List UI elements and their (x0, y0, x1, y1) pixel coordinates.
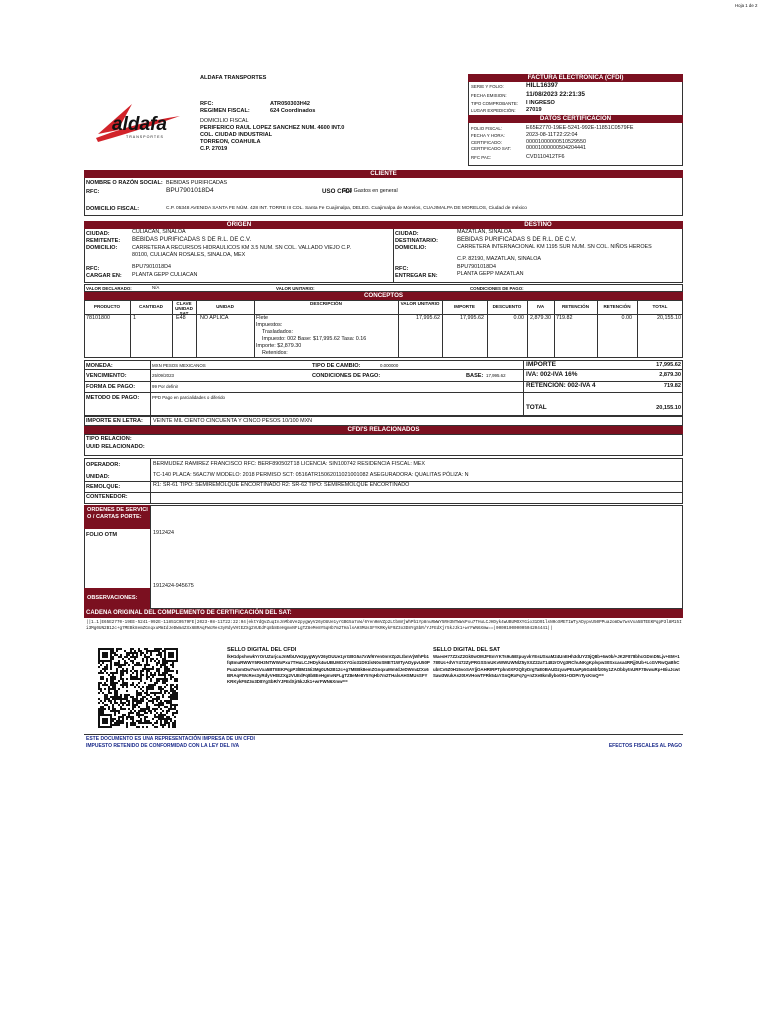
remolque-value: R1: SR-61 TIPO: SEMIREMOLQUE ENCORTINADO R2: SR-62 TIPO: SEMIREMOLQUE ENCORTINADO (153, 482, 410, 488)
valor-unitario-label: VALOR UNITARIO: (276, 286, 315, 291)
destino-destinatario-label: DESTINATARIO: (395, 238, 438, 244)
origen-title: ORIGEN (84, 221, 394, 229)
conceptos-header: RETENCIÓN (603, 304, 631, 309)
relacionados-title: CFDI'S RELACIONADOS (84, 426, 683, 434)
fecha-hora-label: FECHA Y HORA: (471, 133, 505, 138)
svg-text:TRANSPORTES: TRANSPORTES (126, 135, 164, 139)
factura-title: FACTURA ELECTRONICA (CFDI) (468, 74, 683, 82)
serie-label: SERIE Y FOLIO: (471, 84, 504, 89)
contenedor-label: CONTENEDOR: (86, 494, 128, 500)
fecha-hora-value: 2023-08-11T22:22:04 (526, 132, 578, 138)
company-name: ALDAFA TRANSPORTES (200, 75, 267, 81)
ordenes-box (84, 505, 683, 609)
iva-label: IVA: 002-IVA 16% (526, 371, 578, 378)
cliente-nombre-label: NOMBRE O RAZÓN SOCIAL: (86, 180, 163, 186)
importe-label: IMPORTE (526, 361, 557, 368)
uso-cfdi-label: USO CFDI (322, 188, 352, 195)
rfc-pac-label: RFC PAC: (471, 155, 492, 160)
origen-domicilio-label: DOMICILIO: (86, 245, 118, 251)
forma-pago-value: 99 Por definir (152, 384, 179, 389)
folio-otm-label: FOLIO OTM (86, 532, 118, 538)
certificado-value: 00001000000510529550 (526, 139, 586, 145)
origen-remitente: BEBIDAS PURIFICADAS S DE R.L. DE C.V. (132, 237, 252, 243)
destino-entregar-label: ENTREGAR EN: (395, 273, 438, 279)
tipo-label: TIPO COMPROBANTE: (471, 101, 519, 106)
metodo-pago-value: PPD Pago en parcialidades o diferido (152, 395, 225, 400)
origen-rfc: BPU7901018D4 (132, 264, 171, 270)
conceptos-header: VALOR UNITARIO (400, 301, 440, 306)
retencion-value: 719.82 (663, 383, 681, 389)
observaciones-label: OBSERVACIONES: (87, 595, 138, 601)
vencimiento-value: 25/09/2023 (152, 373, 174, 378)
row-valor-unitario: 17,995.62 (416, 315, 440, 321)
origen-rfc-label: RFC: (86, 266, 100, 272)
valor-declarado-label: VALOR DECLARADO: (86, 286, 132, 291)
destino-ciudad-label: CIUDAD: (395, 231, 419, 237)
row-desc-6: Retenidos: (262, 350, 288, 356)
cliente-nombre: BEBIDAS PURIFICADAS (166, 180, 228, 186)
conceptos-col-divider (398, 300, 399, 358)
conceptos-header: CLAVE UNIDAD SAT (175, 301, 193, 316)
row-iva: 2,879.30 (530, 315, 551, 321)
total-label: TOTAL (526, 404, 547, 411)
importe-letra-value: VEINTE MIL CIENTO CINCUENTA Y CINCO PESOS 10/100 MXN (153, 418, 313, 424)
total-value: 20,155.10 (656, 405, 681, 411)
fecha-value: 11/08/2023 22:21:35 (526, 91, 585, 98)
company-address-2: COL. CIUDAD INDUSTRIAL (200, 132, 273, 138)
footer-left-2: IMPUESTO RETENIDO DE CONFORMIDAD CON LA LEY DEL IVA (86, 743, 240, 749)
origen-domicilio-2: 80100, CULIACÁN ROSALES, SINALOA, MEX (132, 252, 246, 258)
company-logo (92, 100, 184, 148)
destino-rfc: BPU7901018D4 (457, 264, 496, 270)
company-address-3: TORREON, COAHUILA (200, 139, 261, 145)
cliente-rfc: BPU7901018D4 (166, 187, 214, 194)
destino-domicilio-2: C.P. 82190, MAZATLAN, SINALOA (457, 256, 541, 262)
unidad-value: TC-140 PLACA: 56AC7W MODELO: 2018 PERMISO SCT: 0516ATR15062011021001082 ASEGURADORA: QUALITAS PÓLIZA: N (153, 472, 469, 478)
operador-value: BERMUDEZ RAMIREZ FRANCISCO RFC: BERF890502T18 LICENCIA: SIN100742 RESIDENCIA FISCAL: MEX (153, 461, 426, 467)
company-address-1: PERIFERICO RAUL LOPEZ SANCHEZ NUM. 4600 INT.0 (200, 125, 345, 131)
folio-otm-value: 1912424 (153, 530, 174, 536)
moneda-value: MXN PESOS MEXICANOS (152, 363, 206, 368)
destino-destinatario: BEBIDAS PURIFICADAS S DE R.L. DE C.V. (457, 237, 577, 243)
sello-sat-title: SELLO DIGITAL DEL SAT (433, 647, 501, 653)
row-desc-3: Trasladados: (262, 329, 293, 335)
company-regimen: 624 Coordinados (270, 108, 316, 114)
company-rfc: ATR050303H42 (270, 101, 311, 107)
origen-cargar-label: CARGAR EN: (86, 273, 122, 279)
folio-fiscal-value: E65E2770-19EE-5241-992E-11851C0579FE (526, 125, 634, 131)
tipo-value: I INGRESO (526, 100, 555, 106)
uso-cfdi-value: G03 Gastos en general (342, 188, 398, 194)
serie-value: HILL16397 (526, 82, 558, 89)
conceptos-header: RETENCIÓN (561, 304, 590, 309)
row-desc-2: Impuestos: (256, 322, 283, 328)
folio-fiscal-label: FOLIO FISCAL: (471, 126, 502, 131)
destino-ciudad: MAZATLAN, SINALOA (457, 229, 512, 235)
cadena-title: CADENA ORIGINAL DEL COMPLEMENTO DE CERTIFICACIÓN DEL SAT: (86, 610, 292, 616)
vencimiento-label: VENCIMIENTO: (86, 373, 127, 379)
destino-domicilio-1: CARRETERA INTERNACIONAL KM 1195 SUR NUM. SN COL. NIÑOS HEROES (457, 244, 652, 250)
cliente-title: CLIENTE (84, 170, 683, 178)
row-cantidad: 1 (133, 315, 136, 321)
sello-sat-text: WaesH77Z2xZ2Gk0wOMJFEmYKTs9u5EtpuyvkYEsUSsaM24UnEHh3dUYZ0jQ8b+6w0b/+JK2F878bhcGDmD5Ljv+EM+1780Uc+dVrY472ZyPRGSSmUKvWWUWNlZ5yXXZ22aT1482rOVg3RChuNKgKplvpw30Sxcasa4RRjj0Ub+LcGVRwQaBhCubICv5Z0H15voSAY|jOAHRIRPTphn0XF2QltyDrgTaE0BAUDzyavPEUaPp5G46bfz05y1ZAObbytnURF78vwuRp+BiuJcwtSaw3WukAs20tAVHowTFRk54aYSnQRxFq7g+nZXe8kmllybo091+DDPnTycKIoQ== (433, 654, 680, 678)
origen-ciudad: CULIACAN, SINALOA (132, 229, 186, 235)
company-address-4: C.P. 27019 (200, 146, 228, 152)
company-domicilio-label: DOMICILIO FISCAL (200, 118, 249, 124)
destino-title: DESTINO (393, 221, 683, 229)
cadena-text: ||1.1|E65E2770-19EE-5241-992E-11851C0579FE|2023-08-11T22:22:04|ektYdQvZuqInJnMbUVe2pygWyV26yDUUe1yrGBG5a7xW/6Yen0mVZp2LtbmVjWhPb1Yp8nuRWWY5RH3NTWWxPxu7THuLCJHDyk4wUBUMOXYGio31D91lsN0oSMET1WTyADypvU50PPua2omDw7wsVxa5BTEEKPqpP3l8M15Ii3Mg0UN2B12c+g7MEBk8emZGnqxuMmIdJeDWm4ZXx6BRAqFWcRes3yRdyVHtEZXg2VUEdFq8b8EeHgmvNFLgTZ8eMe8Y5qHb7m2THalsAHSMUsSFYKRKykF9Z3o3D8YgSbR/YJFEdXjr5kJJk1+wrFWN6Xmw==|00001000000504204441|| (86, 620, 682, 632)
destino-entregar: PLANTA GEPP MAZATLAN (457, 271, 524, 277)
importe-value: 17,995.62 (656, 362, 681, 368)
origen-ciudad-label: CIUDAD: (86, 231, 110, 237)
page-label: Hoja 1 de 2 (735, 3, 758, 8)
row-desc-5: Importe: $2,879.30 (256, 343, 302, 349)
destino-domicilio-label: DOMICILIO: (395, 245, 427, 251)
lugar-label: LUGAR EXPEDICIÓN: (471, 108, 516, 113)
uuid-relacionado-label: UUID RELACIONADO: (86, 444, 145, 450)
cert-sat-value: 00001000000504204441 (526, 145, 586, 151)
remolque-label: REMOLQUE: (86, 484, 121, 490)
sello-cfdi-text: lkH1dpshvwkYrOrUZurjcuJnMbUVe2pygWyV26yDUUe1yrGBG5a7xW/6Yen0mVZp2LtbmVjWhPb1fq8muRWWY5RH3NTWWxPxu7THuLCJHDyk4wUBUMOXYGio31D91lsN0oSMET1WTyADypvU50PPua2omDw7wsVxa5BTEEKPqpP3l8M15Ii3Mg0UN2B12c+g7MEBk8emZGnqxuMmIdJeDWm4ZXx6BRAqFWcRes3yRdyVHtEZXg2VUEdFq8b8EeHgmvNFLgTZ8eMe8Y5YqHb7m2THalsAHSMUsSFYKRKykF9Z3o3D8YgSbR/YJFEdXjr5kJJk1+wrFWN6Xmw== (227, 654, 430, 685)
footer-left-1: ESTE DOCUMENTO ES UNA REPRESENTACIÓN IMPRESA DE UN CFDI (86, 736, 255, 742)
destino-rfc-label: RFC: (395, 266, 409, 272)
forma-pago-label: FORMA DE PAGO: (86, 384, 136, 390)
conceptos-header: DESCRIPCIÓN (310, 301, 342, 306)
base-value: 17,995.62 (486, 373, 506, 378)
lugar-value: 27019 (526, 107, 542, 113)
row-producto: 78101800 (86, 315, 110, 321)
conceptos-header: IMPORTE (454, 304, 475, 309)
tipo-relacion-label: TIPO RELACION: (86, 436, 132, 442)
condiciones-pago-label: CONDICIONES DE PAGO: (312, 373, 381, 379)
company-rfc-label: RFC: (200, 101, 214, 107)
conceptos-header: TOTAL (652, 304, 668, 309)
operador-label: OPERADOR: (86, 462, 121, 468)
base-label: BASE: (466, 373, 484, 379)
row-importe: 17,995.62 (460, 315, 484, 321)
metodo-pago-label: METODO DE PAGO: (86, 395, 140, 401)
qr-code-icon (88, 648, 188, 728)
svg-text:aldafa: aldafa (112, 114, 167, 135)
row-retencion-2: 0.00 (621, 315, 632, 321)
row-desc-1: Flete (256, 315, 268, 321)
row-retencion-1: 719.82 (556, 315, 573, 321)
folio-otm-value-2: 1912424-945675 (153, 583, 194, 589)
conceptos-header: UNIDAD (216, 304, 234, 309)
row-unidad: NO APLICA (200, 315, 229, 321)
conceptos-header: CANTIDAD (139, 304, 163, 309)
row-total: 20,155.10 (657, 315, 681, 321)
certificado-label: CERTIFICADO: (471, 140, 502, 145)
iva-value: 2,879.30 (659, 372, 681, 378)
row-desc-4: Impuesto: 002 Base: $17,995.62 Tasa: 0.16 (262, 336, 367, 342)
logo-swoosh-icon (92, 100, 184, 148)
sello-cfdi-title: SELLO DIGITAL DEL CFDI (227, 647, 297, 653)
conceptos-header: PRODUCTO (93, 304, 121, 309)
tipo-cambio-label: TIPO DE CAMBIO: (312, 363, 361, 369)
cliente-domicilio-label: DOMICILIO FISCAL: (86, 206, 140, 212)
conceptos-col-divider (254, 300, 255, 358)
conceptos-header: IVA (536, 304, 545, 309)
cliente-rfc-label: RFC: (86, 189, 100, 195)
valor-declarado-value: N/A (152, 285, 160, 290)
row-clave: E48 (176, 315, 186, 321)
conceptos-header: DESCUENTO (492, 304, 522, 309)
valor-declarado-row (84, 284, 683, 292)
origen-domicilio-1: CARRETERA A RECURSOS HIDRAULICOS KM 3.5 NUM. SN COL. VALLADO VIEJO C.P. (132, 245, 352, 251)
conceptos-title: CONCEPTOS (84, 292, 683, 300)
tipo-cambio-value: 0.000000 (380, 363, 399, 368)
fecha-label: FECHA EMISION: (471, 93, 507, 98)
retencion-label: RETENCIÓN: 002-IVA 4 (526, 382, 596, 389)
footer-right: EFECTOS FISCALES AL PAGO (608, 743, 682, 749)
condiciones-pago-label-top: CONDICIONES DE PAGO: (470, 286, 524, 291)
cert-sat-label: CERTIFICADO SAT: (471, 146, 511, 151)
cliente-domicilio: C.P. 05348 AVENIDA SANTA FE NÚM. 428 INT. TORRE III COL. Santa Fe Cuajimalpa, DELEG. Cuajimalpa de Morelos, CUAJIMALPA DE MORELOS, Ciudad de méxico (166, 206, 527, 211)
relacionados-box (84, 434, 683, 456)
origen-cargar: PLANTA GEPP CULIACAN (132, 272, 198, 278)
datos-certificacion-title: DATOS CERTIFICACION (468, 115, 683, 123)
company-regimen-label: REGIMEN FISCAL: (200, 108, 250, 114)
origen-remitente-label: REMITENTE: (86, 238, 121, 244)
moneda-label: MONEDA: (86, 363, 113, 369)
row-descuento: 0.00 (513, 315, 524, 321)
unidad-label: UNIDAD: (86, 474, 110, 480)
rfc-pac-value: CVD110412TF6 (526, 154, 565, 160)
importe-letra-label: IMPORTE EN LETRA: (86, 418, 143, 424)
ordenes-label: ORDENES DE SERVICIO / CARTAS PORTE: (87, 507, 148, 520)
